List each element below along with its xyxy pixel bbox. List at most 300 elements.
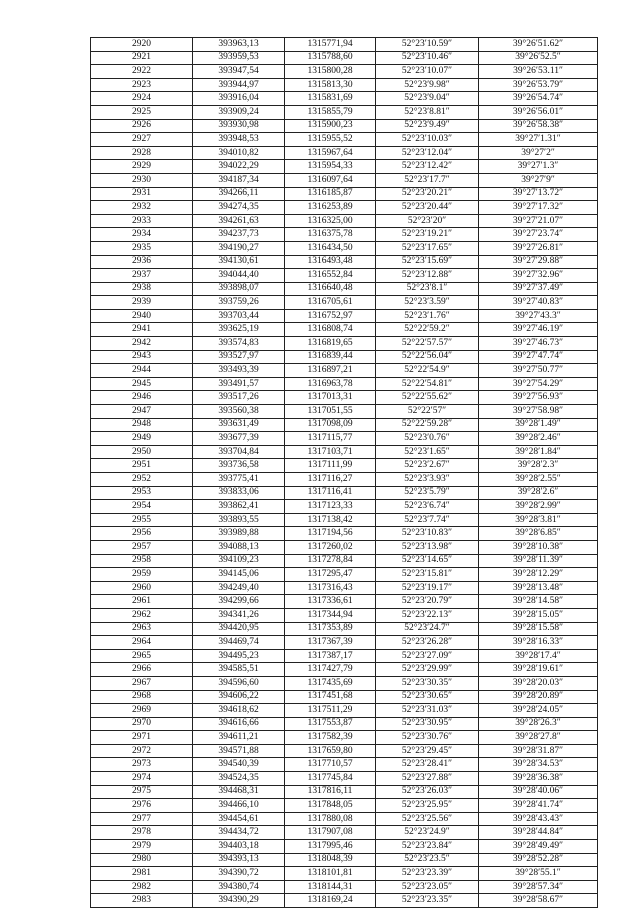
y-coordinate-cell: 1317344,94 [285,608,376,622]
longitude-cell: 39°27′1.31″ [479,133,598,147]
latitude-cell: 52°23′3.59″ [376,296,479,310]
x-coordinate-cell: 394249,40 [193,581,285,595]
x-coordinate-cell: 393560,38 [193,405,285,419]
longitude-cell: 39°26′51.62″ [479,38,598,52]
y-coordinate-cell: 1316552,84 [285,269,376,283]
x-coordinate-cell: 393493,39 [193,364,285,378]
y-coordinate-cell: 1317387,17 [285,649,376,663]
table-row [91,377,598,391]
x-coordinate-cell: 394187,34 [193,173,285,187]
table-row [91,554,598,568]
longitude-cell: 39°28′19.61″ [479,663,598,677]
point-number-cell: 2940 [91,309,193,323]
point-number-cell: 2930 [91,173,193,187]
x-coordinate-cell: 393631,49 [193,418,285,432]
point-number-cell: 2952 [91,473,193,487]
point-number-cell: 2979 [91,840,193,854]
table-row [91,282,598,296]
table-row [91,785,598,799]
longitude-cell: 39°28′2.55″ [479,473,598,487]
latitude-cell: 52°23′5.79″ [376,486,479,500]
x-coordinate-cell: 394596,60 [193,676,285,690]
x-coordinate-cell: 393703,44 [193,309,285,323]
point-number-cell: 2968 [91,690,193,704]
latitude-cell: 52°23′13.98″ [376,540,479,554]
table-row [91,622,598,636]
latitude-cell: 52°23′15.69″ [376,255,479,269]
x-coordinate-cell: 393930,98 [193,119,285,133]
table-row [91,880,598,894]
y-coordinate-cell: 1317116,41 [285,486,376,500]
x-coordinate-cell: 394380,74 [193,880,285,894]
latitude-cell: 52°22′54.9″ [376,364,479,378]
longitude-cell: 39°27′47.74″ [479,350,598,364]
point-number-cell: 2924 [91,92,193,106]
y-coordinate-cell: 1317816,11 [285,785,376,799]
point-number-cell: 2926 [91,119,193,133]
latitude-cell: 52°23′10.59″ [376,38,479,52]
latitude-cell: 52°23′23.05″ [376,880,479,894]
latitude-cell: 52°22′57″ [376,405,479,419]
table-row [91,826,598,840]
point-number-cell: 2945 [91,377,193,391]
x-coordinate-cell: 393574,83 [193,337,285,351]
longitude-cell: 39°27′46.19″ [479,323,598,337]
x-coordinate-cell: 394390,29 [193,894,285,908]
x-coordinate-cell: 393775,41 [193,473,285,487]
longitude-cell: 39°28′15.05″ [479,608,598,622]
y-coordinate-cell: 1315831,69 [285,92,376,106]
x-coordinate-cell: 393759,26 [193,296,285,310]
point-number-cell: 2925 [91,105,193,119]
latitude-cell: 52°23′27.88″ [376,772,479,786]
y-coordinate-cell: 1316839,44 [285,350,376,364]
latitude-cell: 52°23′10.83″ [376,527,479,541]
y-coordinate-cell: 1317116,27 [285,473,376,487]
point-number-cell: 2975 [91,785,193,799]
latitude-cell: 52°23′22.13″ [376,608,479,622]
y-coordinate-cell: 1317367,39 [285,636,376,650]
point-number-cell: 2937 [91,269,193,283]
latitude-cell: 52°23′26.28″ [376,636,479,650]
latitude-cell: 52°23′20.21″ [376,187,479,201]
latitude-cell: 52°23′9.04″ [376,92,479,106]
table-row [91,853,598,867]
latitude-cell: 52°23′24.9″ [376,826,479,840]
point-number-cell: 2921 [91,51,193,65]
table-row [91,405,598,419]
x-coordinate-cell: 393625,19 [193,323,285,337]
latitude-cell: 52°22′59.28″ [376,418,479,432]
x-coordinate-cell: 394571,88 [193,744,285,758]
longitude-cell: 39°28′2.46″ [479,432,598,446]
table-row [91,255,598,269]
table-row [91,133,598,147]
latitude-cell: 52°23′12.88″ [376,269,479,283]
x-coordinate-cell: 394540,39 [193,758,285,772]
longitude-cell: 39°26′54.74″ [479,92,598,106]
longitude-cell: 39°28′43.43″ [479,812,598,826]
point-number-cell: 2944 [91,364,193,378]
latitude-cell: 52°23′3.93″ [376,473,479,487]
table-row [91,758,598,772]
x-coordinate-cell: 394266,11 [193,187,285,201]
latitude-cell: 52°23′9.49″ [376,119,479,133]
longitude-cell: 39°28′1.49″ [479,418,598,432]
y-coordinate-cell: 1316097,64 [285,173,376,187]
y-coordinate-cell: 1317880,08 [285,812,376,826]
x-coordinate-cell: 394420,95 [193,622,285,636]
latitude-cell: 52°23′8.1″ [376,282,479,296]
longitude-cell: 39°28′40.06″ [479,785,598,799]
longitude-cell: 39°28′2.99″ [479,500,598,514]
latitude-cell: 52°23′1.76″ [376,309,479,323]
table-row [91,309,598,323]
longitude-cell: 39°28′12.29″ [479,568,598,582]
y-coordinate-cell: 1317659,80 [285,744,376,758]
y-coordinate-cell: 1315900,23 [285,119,376,133]
table-row [91,840,598,854]
x-coordinate-cell: 394469,74 [193,636,285,650]
longitude-cell: 39°28′2.6″ [479,486,598,500]
point-number-cell: 2931 [91,187,193,201]
longitude-cell: 39°28′13.48″ [479,581,598,595]
table-row [91,241,598,255]
longitude-cell: 39°28′6.85″ [479,527,598,541]
longitude-cell: 39°28′15.58″ [479,622,598,636]
y-coordinate-cell: 1316897,21 [285,364,376,378]
x-coordinate-cell: 394466,10 [193,799,285,813]
table-row [91,772,598,786]
table-row [91,717,598,731]
table-row [91,78,598,92]
y-coordinate-cell: 1317115,77 [285,432,376,446]
point-number-cell: 2935 [91,241,193,255]
y-coordinate-cell: 1317316,43 [285,581,376,595]
point-number-cell: 2934 [91,228,193,242]
table-row [91,568,598,582]
x-coordinate-cell: 393947,54 [193,65,285,79]
y-coordinate-cell: 1315788,60 [285,51,376,65]
y-coordinate-cell: 1317710,57 [285,758,376,772]
y-coordinate-cell: 1316640,48 [285,282,376,296]
point-number-cell: 2948 [91,418,193,432]
x-coordinate-cell: 394261,63 [193,214,285,228]
y-coordinate-cell: 1317336,61 [285,595,376,609]
latitude-cell: 52°23′29.99″ [376,663,479,677]
latitude-cell: 52°23′8.81″ [376,105,479,119]
table-row [91,323,598,337]
latitude-cell: 52°23′25.95″ [376,799,479,813]
table-row [91,636,598,650]
y-coordinate-cell: 1316752,97 [285,309,376,323]
point-number-cell: 2960 [91,581,193,595]
x-coordinate-cell: 393989,88 [193,527,285,541]
x-coordinate-cell: 394044,40 [193,269,285,283]
x-coordinate-cell: 394403,18 [193,840,285,854]
longitude-cell: 39°27′23.74″ [479,228,598,242]
table-row [91,704,598,718]
table-row [91,473,598,487]
latitude-cell: 52°23′23.84″ [376,840,479,854]
longitude-cell: 39°27′40.83″ [479,296,598,310]
longitude-cell: 39°28′17.4″ [479,649,598,663]
table-row [91,676,598,690]
y-coordinate-cell: 1315855,79 [285,105,376,119]
latitude-cell: 52°23′23.39″ [376,867,479,881]
table-row [91,296,598,310]
x-coordinate-cell: 393959,53 [193,51,285,65]
table-row [91,540,598,554]
x-coordinate-cell: 393909,24 [193,105,285,119]
x-coordinate-cell: 394393,13 [193,853,285,867]
y-coordinate-cell: 1315967,64 [285,146,376,160]
point-number-cell: 2951 [91,459,193,473]
point-number-cell: 2978 [91,826,193,840]
y-coordinate-cell: 1317098,09 [285,418,376,432]
point-number-cell: 2938 [91,282,193,296]
longitude-cell: 39°28′26.3″ [479,717,598,731]
y-coordinate-cell: 1317451,68 [285,690,376,704]
x-coordinate-cell: 394010,82 [193,146,285,160]
y-coordinate-cell: 1317295,47 [285,568,376,582]
latitude-cell: 52°23′20.44″ [376,201,479,215]
y-coordinate-cell: 1316185,87 [285,187,376,201]
table-row [91,187,598,201]
point-number-cell: 2941 [91,323,193,337]
longitude-cell: 39°27′29.88″ [479,255,598,269]
latitude-cell: 52°23′12.42″ [376,160,479,174]
table-row [91,65,598,79]
point-number-cell: 2965 [91,649,193,663]
table-row [91,867,598,881]
table-row [91,690,598,704]
y-coordinate-cell: 1317013,31 [285,391,376,405]
longitude-cell: 39°27′50.77″ [479,364,598,378]
x-coordinate-cell: 394145,06 [193,568,285,582]
point-number-cell: 2922 [91,65,193,79]
x-coordinate-cell: 394468,31 [193,785,285,799]
longitude-cell: 39°28′3.81″ [479,513,598,527]
latitude-cell: 52°22′55.62″ [376,391,479,405]
longitude-cell: 39°28′36.38″ [479,772,598,786]
latitude-cell: 52°23′20.79″ [376,595,479,609]
latitude-cell: 52°23′0.76″ [376,432,479,446]
x-coordinate-cell: 393898,07 [193,282,285,296]
table-row [91,364,598,378]
latitude-cell: 52°23′23.5″ [376,853,479,867]
longitude-cell: 39°28′27.8″ [479,731,598,745]
longitude-cell: 39°28′31.87″ [479,744,598,758]
latitude-cell: 52°23′20″ [376,214,479,228]
y-coordinate-cell: 1318048,39 [285,853,376,867]
longitude-cell: 39°26′58.38″ [479,119,598,133]
x-coordinate-cell: 394341,26 [193,608,285,622]
x-coordinate-cell: 394606,22 [193,690,285,704]
longitude-cell: 39°28′1.84″ [479,445,598,459]
longitude-cell: 39°28′58.67″ [479,894,598,908]
x-coordinate-cell: 394130,61 [193,255,285,269]
y-coordinate-cell: 1317907,08 [285,826,376,840]
point-number-cell: 2961 [91,595,193,609]
table-row [91,731,598,745]
table-row [91,391,598,405]
longitude-cell: 39°28′2.3″ [479,459,598,473]
table-row [91,146,598,160]
coordinates-table-body [91,38,598,908]
latitude-cell: 52°22′56.04″ [376,350,479,364]
longitude-cell: 39°27′56.93″ [479,391,598,405]
longitude-cell: 39°28′10.38″ [479,540,598,554]
point-number-cell: 2969 [91,704,193,718]
longitude-cell: 39°28′41.74″ [479,799,598,813]
point-number-cell: 2955 [91,513,193,527]
longitude-cell: 39°27′21.07″ [479,214,598,228]
table-row [91,160,598,174]
x-coordinate-cell: 394088,13 [193,540,285,554]
table-row [91,799,598,813]
table-row [91,269,598,283]
y-coordinate-cell: 1318144,31 [285,880,376,894]
table-row [91,812,598,826]
point-number-cell: 2929 [91,160,193,174]
point-number-cell: 2962 [91,608,193,622]
latitude-cell: 52°23′30.76″ [376,731,479,745]
point-number-cell: 2943 [91,350,193,364]
longitude-cell: 39°27′26.81″ [479,241,598,255]
latitude-cell: 52°23′7.74″ [376,513,479,527]
x-coordinate-cell: 394274,35 [193,201,285,215]
x-coordinate-cell: 393948,53 [193,133,285,147]
point-number-cell: 2949 [91,432,193,446]
x-coordinate-cell: 394524,35 [193,772,285,786]
y-coordinate-cell: 1317745,84 [285,772,376,786]
latitude-cell: 52°23′15.81″ [376,568,479,582]
y-coordinate-cell: 1317553,87 [285,717,376,731]
y-coordinate-cell: 1316493,48 [285,255,376,269]
point-number-cell: 2953 [91,486,193,500]
table-row [91,228,598,242]
latitude-cell: 52°23′19.21″ [376,228,479,242]
latitude-cell: 52°23′29.45″ [376,744,479,758]
latitude-cell: 52°23′27.09″ [376,649,479,663]
point-number-cell: 2923 [91,78,193,92]
point-number-cell: 2954 [91,500,193,514]
coordinates-table [90,37,598,908]
table-row [91,119,598,133]
x-coordinate-cell: 394190,27 [193,241,285,255]
y-coordinate-cell: 1316808,74 [285,323,376,337]
latitude-cell: 52°23′10.07″ [376,65,479,79]
y-coordinate-cell: 1316253,89 [285,201,376,215]
y-coordinate-cell: 1317582,39 [285,731,376,745]
latitude-cell: 52°23′30.35″ [376,676,479,690]
longitude-cell: 39°27′13.72″ [479,187,598,201]
point-number-cell: 2958 [91,554,193,568]
longitude-cell: 39°26′56.01″ [479,105,598,119]
latitude-cell: 52°23′14.65″ [376,554,479,568]
table-row [91,173,598,187]
latitude-cell: 52°23′1.65″ [376,445,479,459]
longitude-cell: 39°28′16.33″ [479,636,598,650]
table-row [91,663,598,677]
point-number-cell: 2976 [91,799,193,813]
point-number-cell: 2947 [91,405,193,419]
y-coordinate-cell: 1317427,79 [285,663,376,677]
y-coordinate-cell: 1317138,42 [285,513,376,527]
y-coordinate-cell: 1317123,33 [285,500,376,514]
x-coordinate-cell: 393527,97 [193,350,285,364]
y-coordinate-cell: 1316963,78 [285,377,376,391]
x-coordinate-cell: 393862,41 [193,500,285,514]
y-coordinate-cell: 1316375,78 [285,228,376,242]
table-row [91,527,598,541]
longitude-cell: 39°27′9″ [479,173,598,187]
longitude-cell: 39°26′53.79″ [479,78,598,92]
x-coordinate-cell: 393833,06 [193,486,285,500]
longitude-cell: 39°27′37.49″ [479,282,598,296]
x-coordinate-cell: 394454,61 [193,812,285,826]
y-coordinate-cell: 1317260,02 [285,540,376,554]
point-number-cell: 2980 [91,853,193,867]
longitude-cell: 39°28′14.58″ [479,595,598,609]
latitude-cell: 52°23′6.74″ [376,500,479,514]
x-coordinate-cell: 393517,26 [193,391,285,405]
longitude-cell: 39°27′58.98″ [479,405,598,419]
point-number-cell: 2946 [91,391,193,405]
table-row [91,608,598,622]
longitude-cell: 39°27′2″ [479,146,598,160]
point-number-cell: 2967 [91,676,193,690]
latitude-cell: 52°23′28.41″ [376,758,479,772]
x-coordinate-cell: 394616,66 [193,717,285,731]
table-row [91,649,598,663]
longitude-cell: 39°28′20.89″ [479,690,598,704]
x-coordinate-cell: 394434,72 [193,826,285,840]
latitude-cell: 52°23′10.03″ [376,133,479,147]
y-coordinate-cell: 1316434,50 [285,241,376,255]
point-number-cell: 2973 [91,758,193,772]
x-coordinate-cell: 394022,29 [193,160,285,174]
point-number-cell: 2956 [91,527,193,541]
longitude-cell: 39°26′53.11″ [479,65,598,79]
longitude-cell: 39°27′1.3″ [479,160,598,174]
longitude-cell: 39°28′44.84″ [479,826,598,840]
y-coordinate-cell: 1315771,94 [285,38,376,52]
y-coordinate-cell: 1316705,61 [285,296,376,310]
x-coordinate-cell: 394618,62 [193,704,285,718]
y-coordinate-cell: 1316325,00 [285,214,376,228]
latitude-cell: 52°22′57.57″ [376,337,479,351]
table-row [91,486,598,500]
x-coordinate-cell: 394109,23 [193,554,285,568]
table-row [91,894,598,908]
y-coordinate-cell: 1317848,05 [285,799,376,813]
latitude-cell: 52°23′31.03″ [376,704,479,718]
longitude-cell: 39°27′17.32″ [479,201,598,215]
table-row [91,744,598,758]
x-coordinate-cell: 393491,57 [193,377,285,391]
table-row [91,105,598,119]
point-number-cell: 2957 [91,540,193,554]
x-coordinate-cell: 394611,21 [193,731,285,745]
x-coordinate-cell: 393704,84 [193,445,285,459]
latitude-cell: 52°23′10.46″ [376,51,479,65]
table-row [91,337,598,351]
table-row [91,350,598,364]
x-coordinate-cell: 394495,23 [193,649,285,663]
x-coordinate-cell: 394237,73 [193,228,285,242]
